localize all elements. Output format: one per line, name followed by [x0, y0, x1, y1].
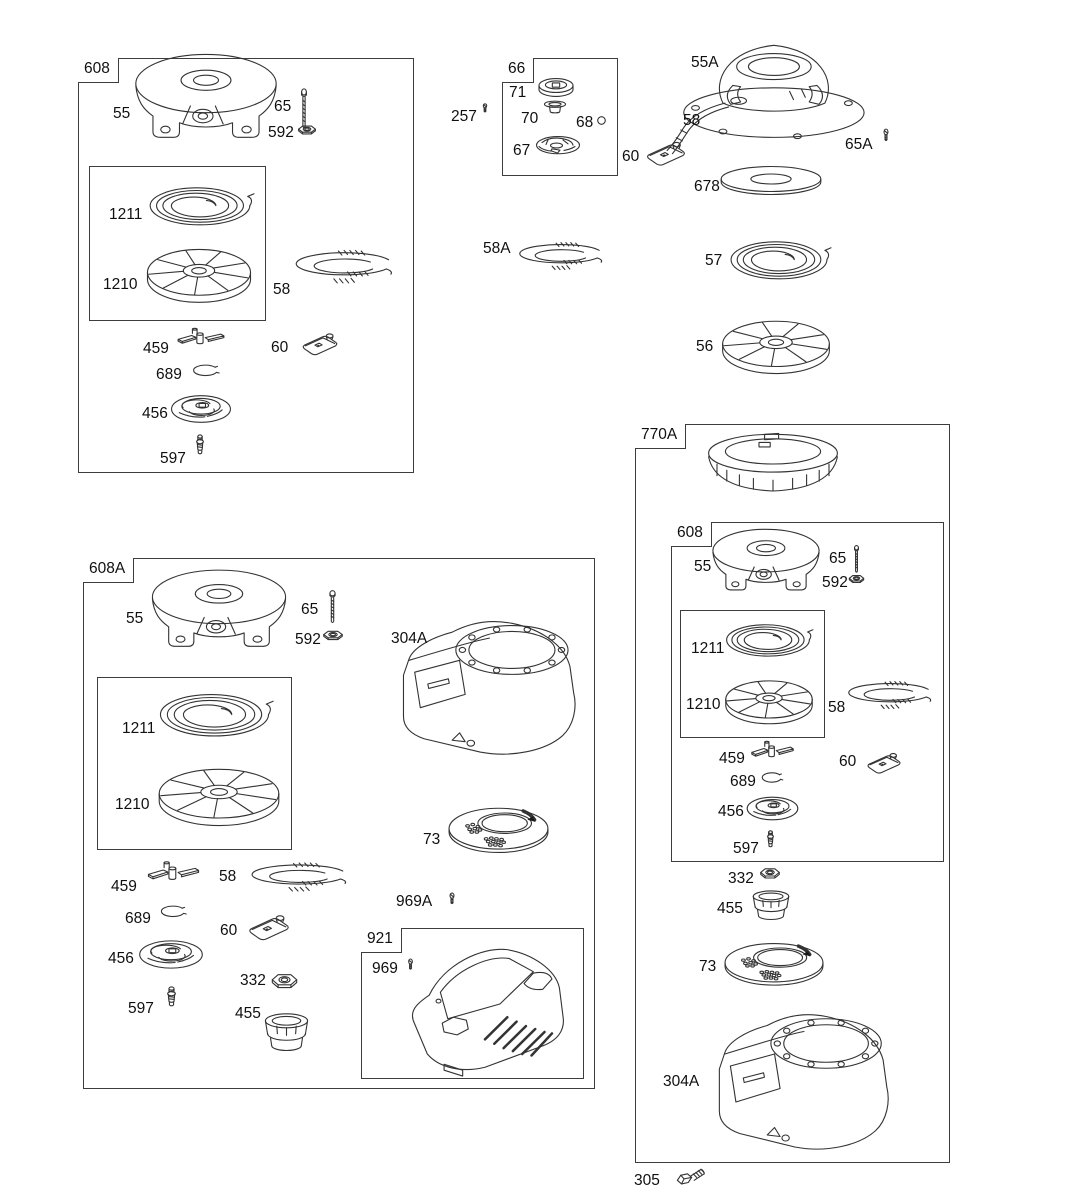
handle-icon [864, 748, 904, 779]
retainer-ring-icon [757, 770, 785, 788]
rope-coil-icon [242, 854, 354, 904]
part-number-597: 597 [128, 1000, 154, 1017]
nut-icon [759, 864, 781, 884]
part-number-60: 60 [839, 753, 857, 770]
part-number-1210: 1210 [686, 696, 721, 713]
clutch-icon [745, 789, 800, 828]
part-number-73: 73 [699, 958, 717, 975]
part-number-55: 55 [113, 105, 131, 122]
rope-coil-icon [840, 673, 938, 721]
part-number-58: 58 [273, 281, 291, 298]
part-number-55: 55 [694, 558, 712, 575]
part-number-1211: 1211 [122, 720, 156, 737]
pulley-icon [143, 236, 255, 315]
part-number-456: 456 [108, 950, 134, 967]
nut-icon [270, 968, 299, 996]
screen-icon [723, 932, 825, 996]
part-number-65: 65 [829, 550, 847, 567]
part-number-304A: 304A [391, 630, 428, 647]
handle-icon [245, 909, 293, 947]
part-number-60: 60 [622, 148, 640, 165]
part-number-455: 455 [717, 900, 743, 917]
rope-coil-icon [286, 240, 400, 298]
assembly-box-label: 921 [361, 928, 402, 953]
part-number-73: 73 [423, 831, 441, 848]
part-number-60: 60 [271, 339, 289, 356]
part-number-58A: 58A [483, 240, 511, 257]
part-number-71: 71 [509, 84, 527, 101]
assembly-box-label: 66 [502, 58, 534, 83]
part-number-459: 459 [719, 750, 745, 767]
part-number-58: 58 [683, 112, 701, 129]
starter-housing-icon [145, 566, 293, 669]
part-number-597: 597 [160, 450, 186, 467]
part-number-332: 332 [728, 870, 754, 887]
part-number-55A: 55A [691, 54, 719, 71]
part-number-332: 332 [240, 972, 266, 989]
part-number-689: 689 [156, 366, 182, 383]
part-number-1210: 1210 [103, 276, 138, 293]
clutch-icon [169, 386, 233, 432]
circle-68-icon [597, 116, 606, 125]
part-number-459: 459 [143, 340, 169, 357]
part-number-56: 56 [696, 338, 714, 355]
part-number-70: 70 [521, 110, 539, 127]
bolt-icon [674, 1158, 716, 1194]
part-number-459: 459 [111, 878, 137, 895]
rewind-spring-icon [724, 613, 812, 669]
starter-housing-icon [707, 526, 825, 608]
screw-small-icon [445, 892, 459, 918]
starter-housing-icon [128, 50, 284, 162]
pulley-icon [154, 755, 284, 839]
pulley-icon [718, 308, 834, 386]
ratchet-67-icon [533, 130, 583, 163]
part-number-304A: 304A [663, 1073, 700, 1090]
screw-small-icon [479, 103, 491, 123]
part-number-969: 969 [372, 960, 398, 977]
part-number-689: 689 [730, 773, 756, 790]
part-number-58: 58 [828, 699, 846, 716]
screw-long-icon [324, 590, 341, 626]
part-number-456: 456 [142, 405, 168, 422]
handle-icon [643, 136, 689, 172]
part-number-305: 305 [634, 1172, 660, 1189]
screw-long-icon [850, 545, 863, 575]
pawls-icon [145, 858, 202, 898]
part-number-969A: 969A [396, 893, 433, 910]
screw-small-icon [879, 128, 893, 156]
nut-icon [297, 122, 317, 139]
part-number-678: 678 [694, 178, 720, 195]
part-number-65: 65 [274, 98, 292, 115]
pulley-icon [722, 670, 816, 734]
rewind-spring-icon [728, 228, 830, 294]
part-number-592: 592 [295, 631, 321, 648]
assembly-box-label: 770A [635, 424, 686, 449]
retainer-ring-icon [155, 903, 189, 923]
assembly-box-label: 608A [83, 558, 134, 583]
pawls-icon [175, 325, 227, 360]
rope-coil-icon [511, 234, 609, 282]
part-number-456: 456 [718, 803, 744, 820]
screen-icon [447, 796, 550, 864]
cup-icon [258, 1010, 315, 1064]
part-number-1211: 1211 [109, 206, 143, 223]
nut-icon [322, 627, 344, 645]
part-number-60: 60 [220, 922, 238, 939]
part-number-67: 67 [513, 142, 531, 159]
rewind-spring-icon [147, 174, 253, 240]
cup-70-icon [539, 98, 571, 122]
shoulder-screw-icon [160, 986, 183, 1018]
part-number-455: 455 [235, 1005, 261, 1022]
clutch-icon [137, 931, 205, 978]
shroud-ring-icon [703, 428, 843, 518]
part-number-257: 257 [451, 108, 477, 125]
part-number-55: 55 [126, 610, 144, 627]
rewind-spring-icon [157, 679, 272, 753]
part-number-57: 57 [705, 252, 723, 269]
retainer-ring-icon [187, 362, 222, 382]
part-number-65A: 65A [845, 136, 873, 153]
part-number-689: 689 [125, 910, 151, 927]
shoulder-screw-icon [190, 434, 210, 466]
part-number-65: 65 [301, 601, 319, 618]
handle-icon [299, 328, 341, 361]
blower-housing-icon [712, 1003, 896, 1153]
part-number-68: 68 [576, 114, 594, 131]
assembly-box-label: 608 [78, 58, 119, 83]
part-number-1210: 1210 [115, 796, 150, 813]
cup-icon [747, 888, 795, 930]
part-number-592: 592 [822, 574, 848, 591]
nut-icon [848, 572, 865, 587]
part-number-58: 58 [219, 868, 237, 885]
pawls-icon [749, 738, 796, 773]
assembly-box-label: 608 [671, 522, 712, 547]
engine-cover-icon [392, 932, 578, 1079]
part-number-1211: 1211 [691, 640, 725, 657]
washer-icon [718, 158, 824, 208]
part-number-592: 592 [268, 124, 294, 141]
part-number-597: 597 [733, 840, 759, 857]
shoulder-screw-icon [762, 830, 779, 857]
